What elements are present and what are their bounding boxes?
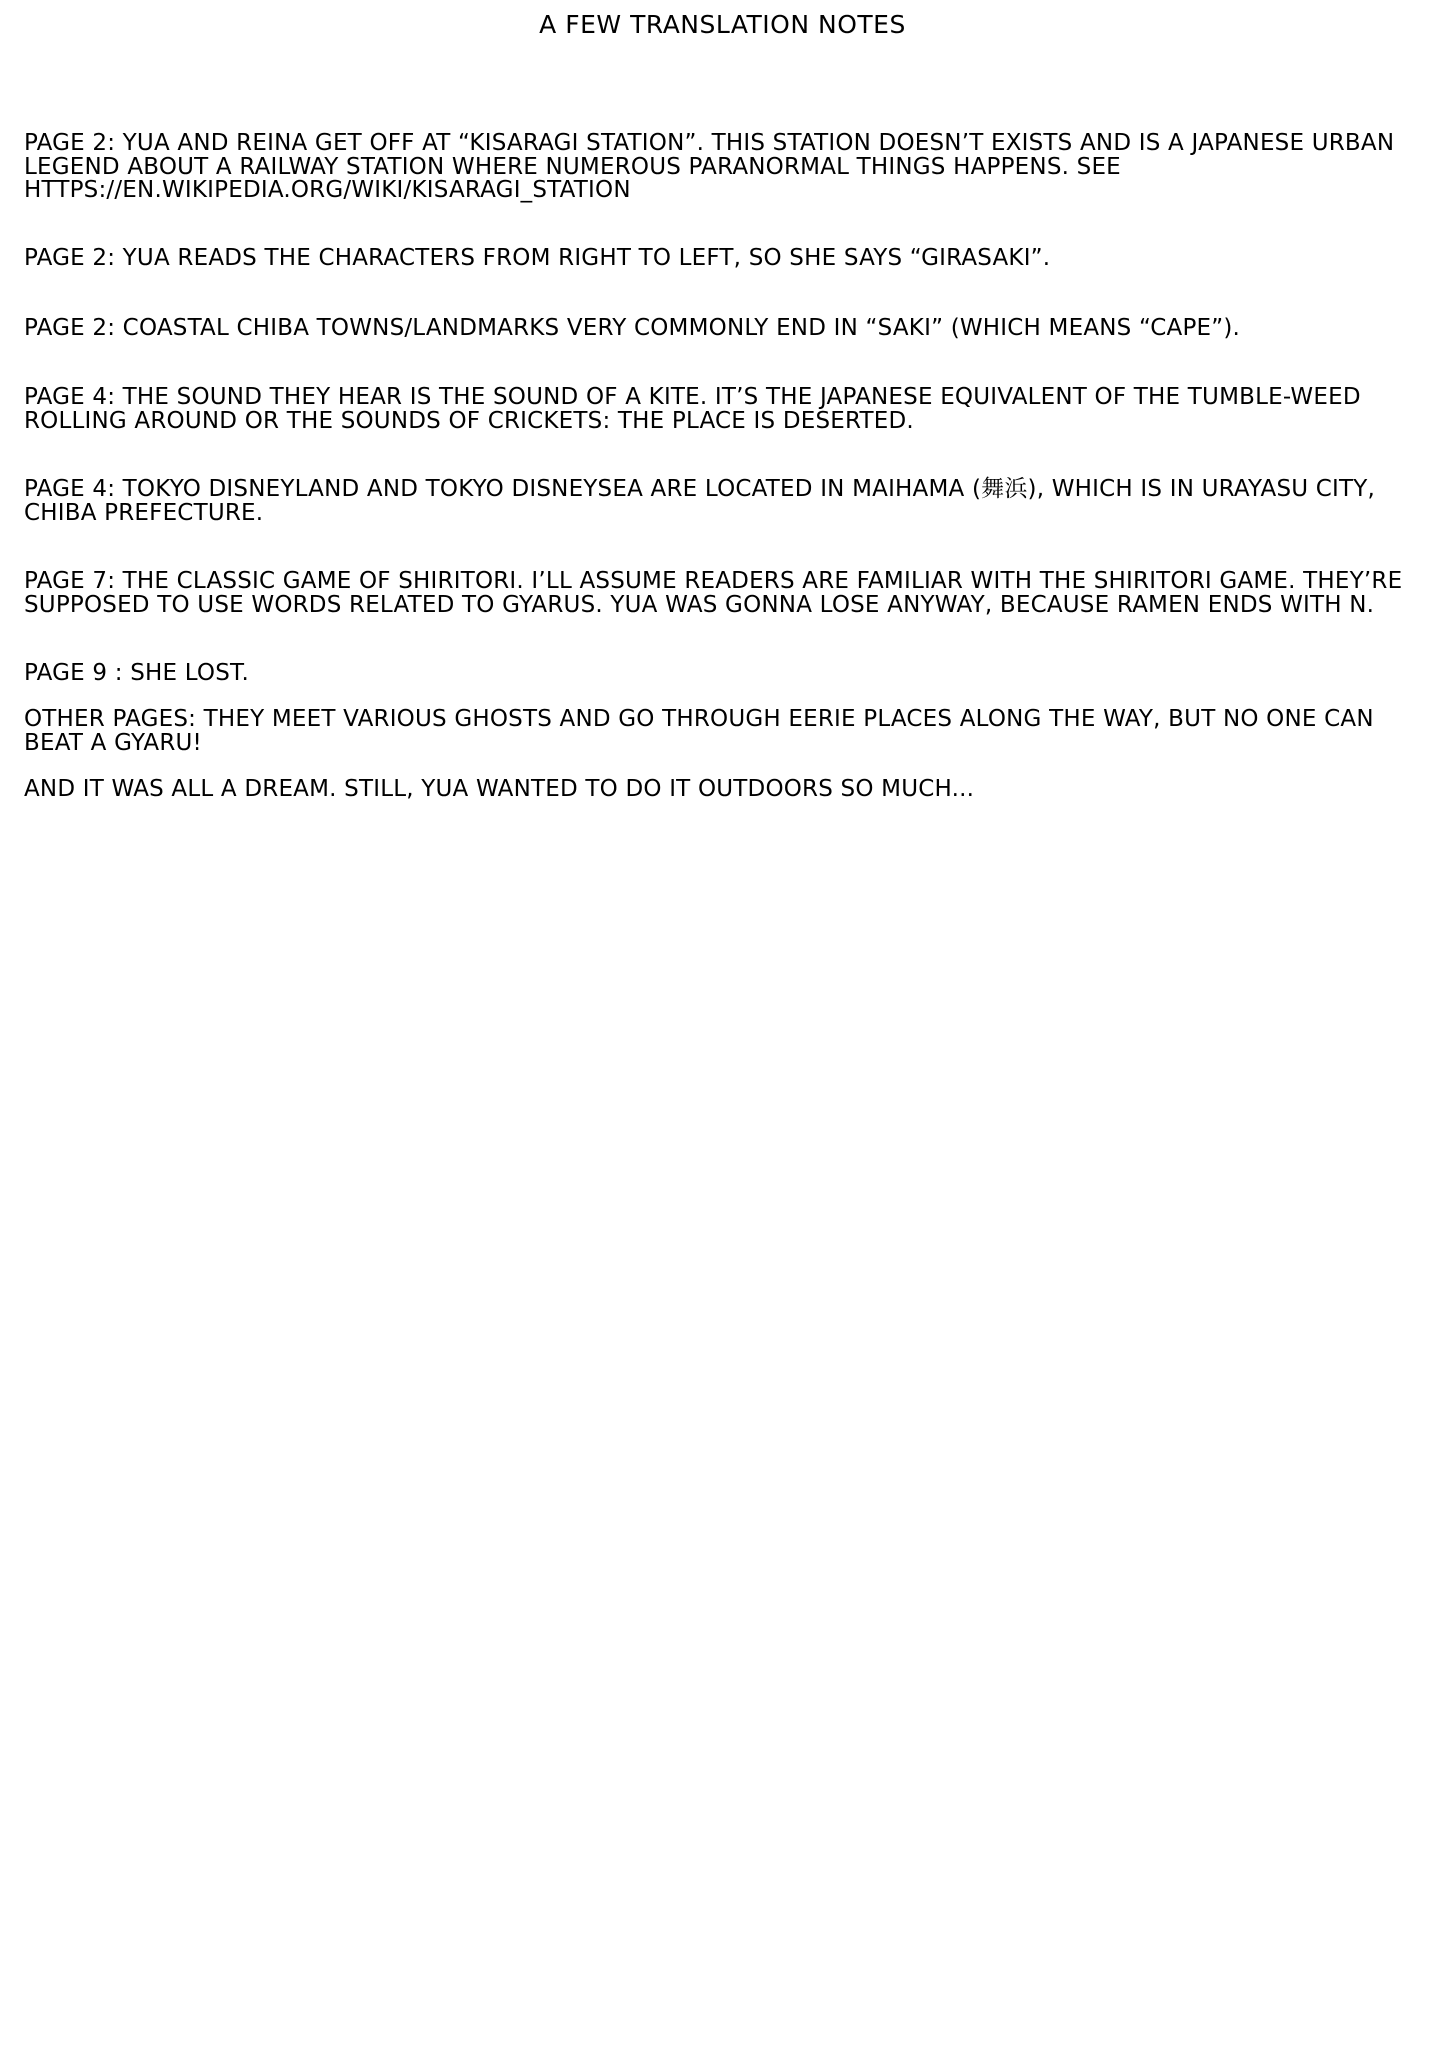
note-girasaki: PAGE 2: YUA READS THE CHARACTERS FROM RIGHT TO LEFT, SO SHE SAYS “GIRASAKI”.	[24, 245, 1051, 271]
note-chiba-saki: PAGE 2: COASTAL CHIBA TOWNS/LANDMARKS VERY COMMONLY END IN “SAKI” (WHICH MEANS “CAPE”).	[24, 315, 1241, 341]
note-maihama: PAGE 4: TOKYO DISNEYLAND AND TOKYO DISNEYSEA ARE LOCATED IN MAIHAMA (舞浜), WHICH IS IN URAYASU CITY, CHIBA PREFECTURE.	[24, 476, 1376, 526]
note-dream: AND IT WAS ALL A DREAM. STILL, YUA WANTED TO DO IT OUTDOORS SO MUCH...	[24, 776, 975, 802]
note-other-pages: OTHER PAGES: THEY MEET VARIOUS GHOSTS AND GO THROUGH EERIE PLACES ALONG THE WAY, BUT NO ONE CAN BEAT A GYARU!	[24, 706, 1374, 756]
page-title: A FEW TRANSLATION NOTES	[539, 10, 906, 39]
note-shiritori: PAGE 7: THE CLASSIC GAME OF SHIRITORI. I’LL ASSUME READERS ARE FAMILIAR WITH THE SHIRITORI GAME. THEY’RE SUPPOSED TO USE WORDS RELATED TO GYARUS. YUA WAS GONNA LOSE ANYWAY, BECAUSE RAMEN ENDS WITH N.	[24, 568, 1403, 618]
note-kisaragi-station: PAGE 2: YUA AND REINA GET OFF AT “KISARAGI STATION”. THIS STATION DOESN’T EXISTS AND IS A JAPANESE URBAN LEGEND ABOUT A RAILWAY STATION WHERE NUMEROUS PARANORMAL THINGS HAPPENS. SEE HTTPS://EN.WIKIPEDIA.ORG/WIKI/KISARAGI_STATION	[24, 130, 1395, 203]
note-she-lost: PAGE 9 : SHE LOST.	[24, 660, 250, 686]
note-kite-sound: PAGE 4: THE SOUND THEY HEAR IS THE SOUND OF A KITE. IT’S THE JAPANESE EQUIVALENT OF THE TUMBLE-WEED ROLLING AROUND OR THE SOUNDS OF CRICKETS: THE PLACE IS DESERTED.	[24, 384, 1361, 434]
